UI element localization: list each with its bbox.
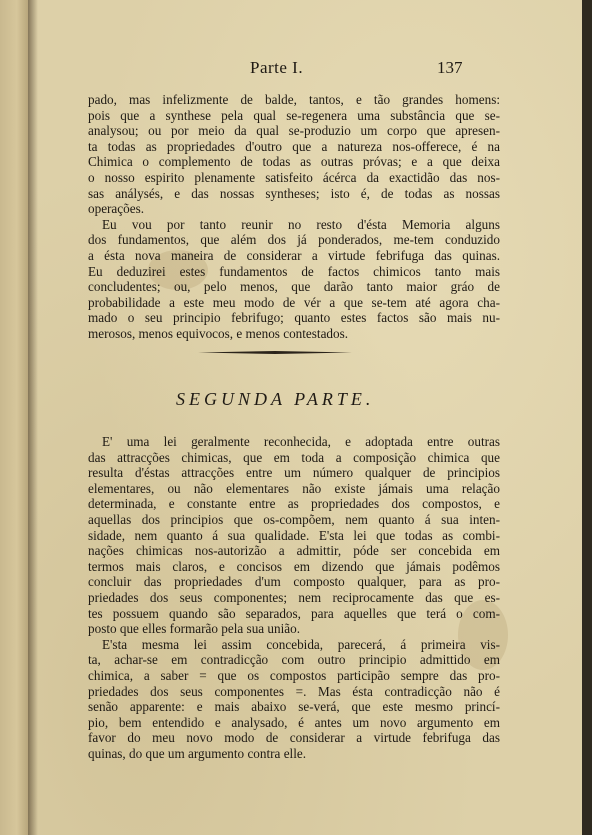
text-line: Chimica o complemento de todas as outras próvas; e a que deixa (88, 154, 500, 170)
text-line: o nosso espirito plenamente satisfeito ácérca da exactidão das nos- (88, 169, 500, 185)
text-line: pado, mas infelizmente de balde, tantos, e tão grandes homens: (88, 92, 500, 107)
text-line: termos mais claros, e concisos em dizendo que jámais podêmos (88, 558, 500, 574)
gutter-shadow (28, 0, 38, 835)
text-line: favor do meu novo modo de considerar a virtude febrifuga das (88, 730, 500, 746)
decorative-rule (198, 351, 352, 354)
text-line: senão apparente: e mais abaixo se-verá, que este mesmo princí- (88, 699, 500, 715)
text-line: pio, bem entendido e analysado, é antes um novo argumento em (88, 714, 500, 730)
text-line: E'sta mesma lei assim concebida, parecerá, á primeira vis- (102, 636, 500, 652)
running-header-part: Parte I. (250, 58, 304, 77)
text-line: concluir das propriedades d'um composto qualquer, para as pro- (88, 574, 500, 590)
text-line: concludentes; ou, pelo menos, que darão tanto maior gráo de (88, 279, 500, 295)
text-line: nações chimicas nos-autorizão a admittir, póde ser concebida em (88, 543, 500, 559)
text-line: analysou; ou por meio da qual se-produzio um corpo que apresen- (88, 123, 500, 139)
text-line: ta, achar-se em contradicção com outro principio admittido em (88, 652, 500, 668)
page-paper (28, 0, 582, 835)
text-line: mado o seu principio febrifugo; quanto estes factos são mais nu- (88, 310, 500, 326)
section-body (88, 434, 500, 761)
text-line: priedades dos seus componentes =. Mas ésta contradicção não é (88, 683, 500, 699)
text-line: Eu deduzirei estes fundamentos de factos chimicos tanto mais (88, 263, 500, 279)
text-line: determinada, e constante entre as propriedades dos compostos, e (88, 496, 500, 512)
text-line: operações. (88, 201, 145, 217)
text-line: chimica, a saber = que os compostos participão sempre das pro- (88, 667, 500, 683)
text-line: elementares, ou não elementares não existe jámais uma relação (88, 480, 500, 496)
text-line: sas análysés, e das nossas syntheses; isto é, de todas as nossas (88, 185, 500, 201)
text-line: ta todas as propriedades d'outro que a natureza nos-offerece, é na (88, 138, 500, 154)
text-line: pois que a synthese pela qual se-regenera uma substância que se- (88, 107, 500, 123)
text-line: a ésta nova maneira de considerar a virtude febrifuga das quinas. (88, 247, 500, 263)
text-line: resulta d'éstas attracções entre um número qualquer de principios (88, 465, 500, 481)
text-line: priedades dos seus componentes; nem reciprocamente das que es- (88, 589, 500, 605)
page-number: 137 (437, 58, 463, 77)
text-line: aquellas dos principios que os-compõem, nem quanto á sua inten- (88, 511, 500, 527)
text-line: E' uma lei geralmente reconhecida, e adoptada entre outras (102, 434, 500, 449)
text-line: probabilidade a este meu modo de vér a que se-tem até agora cha- (88, 294, 500, 310)
text-line: das attracções chimicas, que em toda a composição chimica que (88, 449, 500, 465)
text-line: sidade, nem quanto á sua qualidade. E'sta lei que todas as combi- (88, 527, 500, 543)
facing-page-edge (0, 0, 28, 835)
text-line: merosos, menos equivocos, e menos contestados. (88, 325, 349, 341)
running-header (28, 58, 582, 84)
section-heading: SEGUNDA PARTE. (176, 389, 375, 409)
scan-background-edge (582, 0, 592, 835)
text-line: quinas, do que um argumento contra elle. (88, 745, 307, 761)
paragraph-continued (88, 92, 500, 342)
text-line: Eu vou por tanto reunir no resto d'ésta Memoria alguns (102, 216, 500, 232)
text-line: tes possuem quando são separados, para aquelles que terá o com- (88, 605, 500, 621)
text-line: dos fundamentos, que além dos já ponderados, me-tem conduzido (88, 232, 500, 248)
text-line: posto que elles formarão pela sua união. (88, 621, 301, 637)
